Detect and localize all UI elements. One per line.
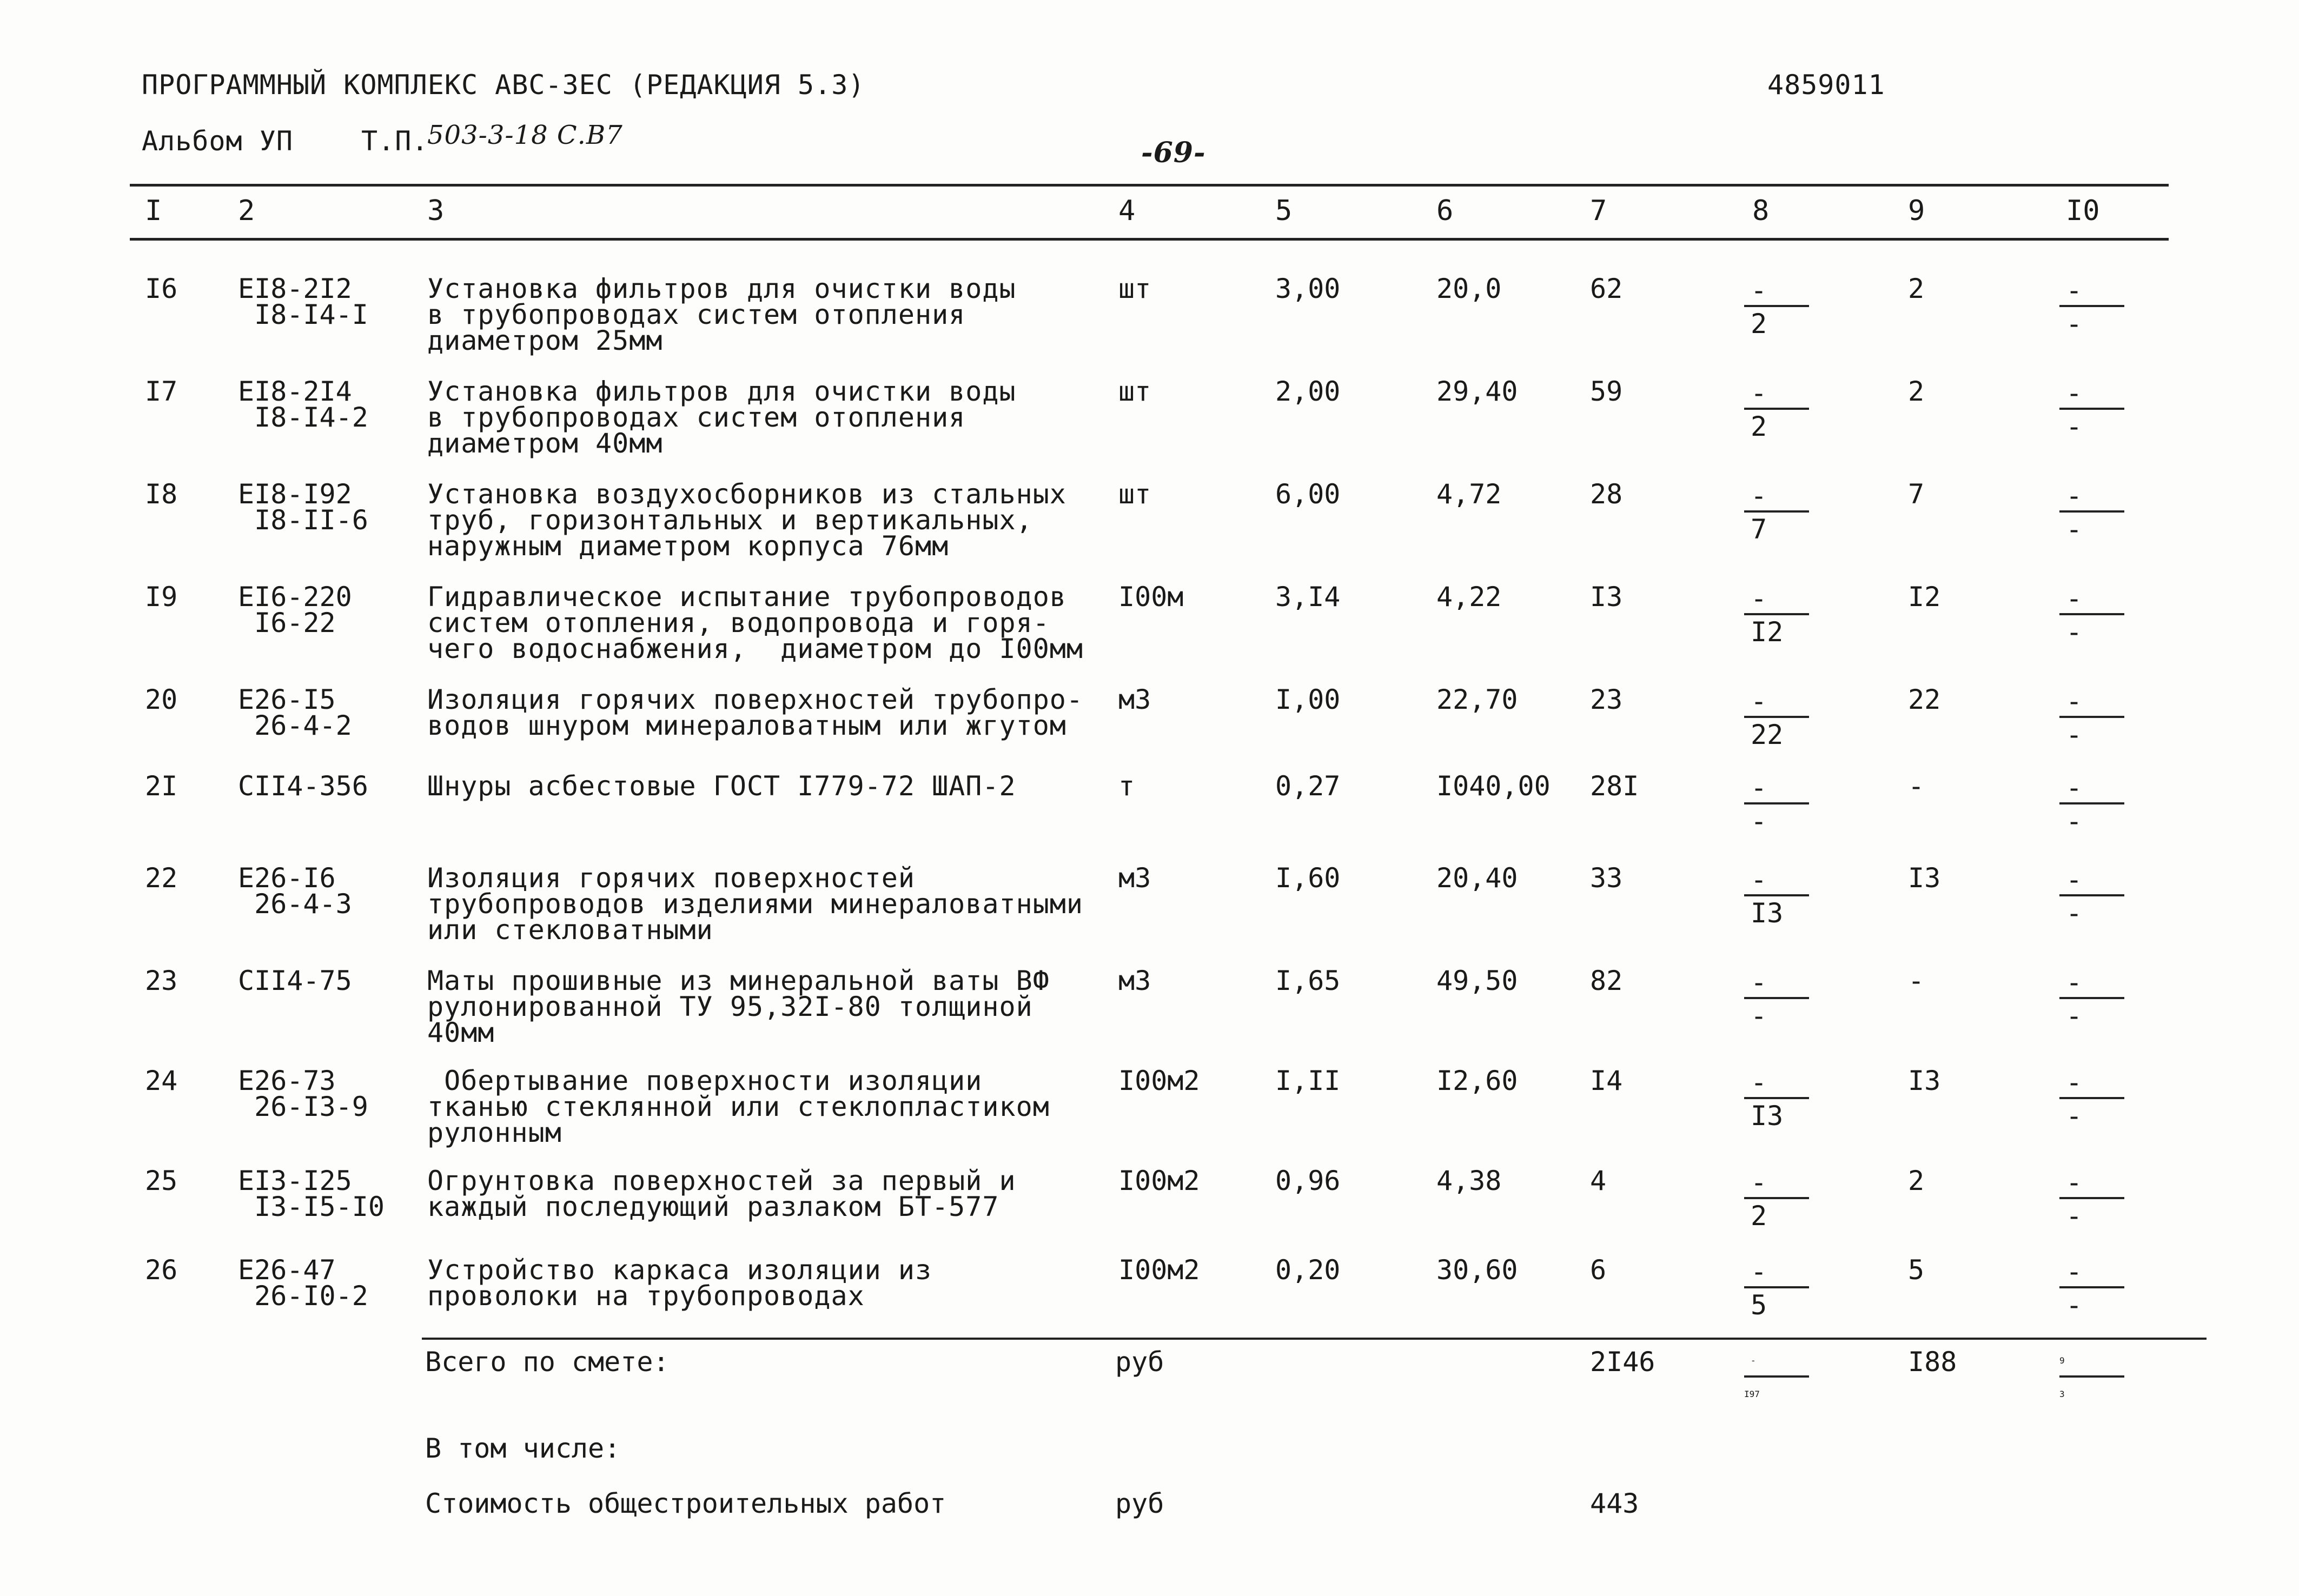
row-col8-fraction [1744, 378, 1820, 441]
row-unit-price: 4,72 [1436, 478, 1502, 510]
row-col8-fraction-top: - [1751, 1167, 1767, 1198]
row-col10-fraction [2059, 773, 2135, 836]
row-col8-fraction [1744, 1068, 1820, 1130]
row-col10-fraction-bottom: - [2066, 308, 2083, 340]
row-unit: м3 [1118, 684, 1151, 715]
row-code: EI6-220 I6-22 [238, 581, 352, 639]
col-header-6: 6 [1436, 195, 1454, 227]
totals-col10-fraction [2059, 1346, 2135, 1409]
row-col8-fraction-bottom: I3 [1751, 1100, 1784, 1132]
table-row [0, 1065, 2299, 1171]
row-col10-fraction-bottom: - [2066, 1100, 2083, 1132]
row-unit: I00м [1118, 581, 1184, 613]
row-number: I8 [145, 478, 178, 510]
row-col8-fraction-bottom: 2 [1751, 1200, 1767, 1232]
row-total: I3 [1590, 581, 1623, 613]
row-quantity: 6,00 [1275, 478, 1341, 510]
row-col10-fraction-top: - [2066, 967, 2083, 998]
row-col9: 22 [1908, 684, 1941, 715]
row-number: I6 [145, 273, 178, 304]
row-col10-fraction-top: - [2066, 275, 2083, 306]
row-col10-fraction [2059, 584, 2135, 647]
row-total: 6 [1590, 1254, 1607, 1286]
row-code: E26-I5 26-4-2 [238, 684, 352, 741]
row-unit-price: 20,0 [1436, 273, 1502, 304]
row-col8-fraction-bottom: 22 [1751, 719, 1784, 750]
row-col10-fraction [2059, 687, 2135, 749]
row-col8-fraction-top: - [1751, 1256, 1767, 1287]
row-col8-fraction-top: - [1751, 583, 1767, 614]
totals-col8-bottom: I97 [1744, 1389, 1760, 1399]
row-col8-fraction-top: - [1751, 275, 1767, 306]
row-total: 23 [1590, 684, 1623, 715]
row-col9: I3 [1908, 1065, 1941, 1096]
row-quantity: I,65 [1275, 965, 1341, 996]
table-row [0, 478, 2299, 584]
totals-col9: I88 [1908, 1346, 1957, 1378]
col-header-3: 3 [427, 195, 445, 227]
row-total: 33 [1590, 862, 1623, 894]
row-quantity: 3,00 [1275, 273, 1341, 304]
row-col8-fraction-bottom: I2 [1751, 616, 1784, 648]
row-total: 28I [1590, 770, 1639, 802]
row-col8-fraction-top: - [1751, 480, 1767, 511]
row-col8-fraction-top: - [1751, 377, 1767, 409]
row-unit: I00м2 [1118, 1165, 1200, 1196]
row-unit-price: 20,40 [1436, 862, 1518, 894]
row-description: Гидравлическое испытание трубопроводов систем отопления, водопровода и горя- чего водоснабжения, диаметром до I00мм [427, 581, 1083, 664]
tp-label: Т.П. [361, 125, 429, 157]
row-col10-fraction [2059, 968, 2135, 1030]
row-unit: I00м2 [1118, 1065, 1200, 1096]
general-works-unit: руб [1115, 1488, 1164, 1519]
row-col8-fraction [1744, 276, 1820, 338]
row-quantity: I,II [1275, 1065, 1341, 1096]
row-number: 24 [145, 1065, 178, 1096]
row-col8-fraction-bottom: - [1751, 1000, 1767, 1032]
row-number: 22 [145, 862, 178, 894]
row-unit: шт [1118, 273, 1151, 304]
row-unit-price: 4,22 [1436, 581, 1502, 613]
document-number: 4859011 [1767, 69, 1885, 101]
row-total: 4 [1590, 1165, 1607, 1196]
totals-col8-fraction [1744, 1346, 1820, 1409]
row-unit: I00м2 [1118, 1254, 1200, 1286]
row-total: 82 [1590, 965, 1623, 996]
row-col9: - [1908, 965, 1925, 996]
row-col10-fraction-top: - [2066, 480, 2083, 511]
row-col10-fraction-top: - [2066, 686, 2083, 717]
row-col10-fraction-top: - [2066, 1167, 2083, 1198]
row-col9: 2 [1908, 273, 1925, 304]
row-description: Огрунтовка поверхностей за первый и каждый последующий разлаком БТ-577 [427, 1165, 1016, 1222]
row-unit: шт [1118, 478, 1151, 510]
row-col8-fraction-bottom: 2 [1751, 411, 1767, 442]
table-row [0, 378, 2299, 481]
row-col10-fraction-bottom: - [2066, 719, 2083, 750]
row-quantity: 0,20 [1275, 1254, 1341, 1286]
row-col10-fraction-bottom: - [2066, 1289, 2083, 1321]
totals-col8-top: - [1751, 1355, 1756, 1366]
row-number: I7 [145, 376, 178, 407]
col-header-7: 7 [1590, 195, 1607, 227]
row-col10-fraction-bottom: - [2066, 616, 2083, 648]
row-number: 25 [145, 1165, 178, 1196]
row-description: Устройство каркаса изоляции из проволоки на трубопроводах [427, 1254, 932, 1312]
row-unit-price: I040,00 [1436, 770, 1551, 802]
row-col8-fraction-top: - [1751, 772, 1767, 803]
row-col8-fraction-top: - [1751, 1067, 1767, 1098]
row-col10-fraction [2059, 1168, 2135, 1231]
row-unit-price: 29,40 [1436, 376, 1518, 407]
row-col10-fraction-bottom: - [2066, 806, 2083, 837]
program-title: ПРОГРАММНЫЙ КОМПЛЕКС АВС-ЗЕС (РЕДАКЦИЯ 5.3) [142, 69, 865, 101]
totals-col10-bottom: 3 [2059, 1389, 2065, 1399]
row-col10-fraction-top: - [2066, 864, 2083, 895]
row-col10-fraction [2059, 865, 2135, 928]
row-col8-fraction-bottom: - [1751, 806, 1767, 837]
row-col9: I2 [1908, 581, 1941, 613]
including-label: В том числе: [425, 1433, 621, 1464]
table-row [0, 1254, 2299, 1360]
row-col10-fraction-top: - [2066, 1067, 2083, 1098]
row-col8-fraction-bottom: 5 [1751, 1289, 1767, 1321]
general-works-total: 443 [1590, 1488, 1639, 1519]
row-total: I4 [1590, 1065, 1623, 1096]
row-col9: 2 [1908, 376, 1925, 407]
page-number: -69- [1141, 136, 1206, 169]
row-col8-fraction-bottom: 7 [1751, 514, 1767, 545]
row-col8-fraction-bottom: 2 [1751, 308, 1767, 340]
row-unit-price: 4,38 [1436, 1165, 1502, 1196]
general-works-label: Стоимость общестроительных работ [425, 1488, 946, 1519]
row-col9: I3 [1908, 862, 1941, 894]
row-number: 23 [145, 965, 178, 996]
col-header-2: 2 [238, 195, 255, 227]
row-col10-fraction-bottom: - [2066, 1200, 2083, 1232]
row-code: EI8-2I2 I8-I4-I [238, 273, 368, 330]
col-header-10: I0 [2066, 195, 2100, 227]
totals-rule [422, 1338, 2207, 1340]
row-code: EI8-2I4 I8-I4-2 [238, 376, 368, 433]
row-col8-fraction-bottom: I3 [1751, 897, 1784, 929]
table-row [0, 862, 2299, 968]
row-col10-fraction-top: - [2066, 1256, 2083, 1287]
col-header-8: 8 [1752, 195, 1770, 227]
row-col10-fraction [2059, 1257, 2135, 1320]
row-unit: м3 [1118, 965, 1151, 996]
row-col8-fraction-top: - [1751, 686, 1767, 717]
row-col8-fraction [1744, 481, 1820, 544]
row-quantity: I,60 [1275, 862, 1341, 894]
row-col10-fraction [2059, 1068, 2135, 1130]
totals-unit: руб [1115, 1346, 1164, 1378]
row-col8-fraction [1744, 687, 1820, 749]
row-quantity: I,00 [1275, 684, 1341, 715]
row-col10-fraction [2059, 481, 2135, 544]
row-unit-price: 49,50 [1436, 965, 1518, 996]
row-description: Изоляция горячих поверхностей трубопроводов изделиями минераловатными или стекловатными [427, 862, 1083, 946]
row-col10-fraction-bottom: - [2066, 1000, 2083, 1032]
row-col10-fraction [2059, 276, 2135, 338]
row-unit-price: I2,60 [1436, 1065, 1518, 1096]
row-unit: м3 [1118, 862, 1151, 894]
table-header-rule [130, 238, 2169, 241]
row-col9: 2 [1908, 1165, 1925, 1196]
row-description: Установка фильтров для очистки воды в трубопроводах систем отопления диаметром 40мм [427, 376, 1016, 459]
row-number: 2I [145, 770, 178, 802]
row-col10-fraction-bottom: - [2066, 411, 2083, 442]
row-col9: - [1908, 770, 1925, 802]
row-col8-fraction-top: - [1751, 967, 1767, 998]
row-col8-fraction [1744, 584, 1820, 647]
row-unit: шт [1118, 376, 1151, 407]
col-header-5: 5 [1275, 195, 1293, 227]
table-row [0, 273, 2299, 378]
col-header-1: I [145, 195, 162, 227]
row-number: I9 [145, 581, 178, 613]
table-top-rule [130, 184, 2169, 187]
table-row [0, 770, 2299, 876]
row-description: Шнуры асбестовые ГОСТ I779-72 ШАП-2 [427, 770, 1016, 802]
row-col8-fraction [1744, 1257, 1820, 1320]
row-col10-fraction-top: - [2066, 583, 2083, 614]
row-quantity: 2,00 [1275, 376, 1341, 407]
row-code: EI8-I92 I8-II-6 [238, 478, 368, 536]
row-description: Установка воздухосборников из стальных труб, горизонтальных и вертикальных, наружным диаметром корпуса 76мм [427, 478, 1066, 562]
row-number: 26 [145, 1254, 178, 1286]
table-row [0, 965, 2299, 1070]
totals-sum: 2I46 [1590, 1346, 1655, 1378]
row-total: 62 [1590, 273, 1623, 304]
row-description: Маты прошивные из минеральной ваты ВФ рулонированной ТУ 95,32I-80 толщиной 40мм [427, 965, 1050, 1048]
row-total: 28 [1590, 478, 1623, 510]
row-description: Обертывание поверхности изоляции тканью стеклянной или стеклопластиком рулонным [427, 1065, 1050, 1148]
row-unit-price: 22,70 [1436, 684, 1518, 715]
row-col8-fraction-top: - [1751, 864, 1767, 895]
row-number: 20 [145, 684, 178, 715]
row-code: E26-47 26-I0-2 [238, 1254, 368, 1312]
col-header-4: 4 [1118, 195, 1136, 227]
col-header-9: 9 [1908, 195, 1925, 227]
tp-handwritten-code: 503-3-18 С.В7 [427, 120, 623, 150]
album-label: Альбом УП [142, 125, 293, 157]
row-col8-fraction [1744, 865, 1820, 928]
row-code: E26-I6 26-4-3 [238, 862, 352, 920]
totals-label: Всего по смете: [425, 1346, 670, 1378]
row-col10-fraction [2059, 378, 2135, 441]
row-unit-price: 30,60 [1436, 1254, 1518, 1286]
row-description: Установка фильтров для очистки воды в трубопроводах систем отопления диаметром 25мм [427, 273, 1016, 356]
row-total: 59 [1590, 376, 1623, 407]
row-description: Изоляция горячих поверхностей трубопро- водов шнуром минераловатным или жгутом [427, 684, 1083, 741]
row-code: E26-73 26-I3-9 [238, 1065, 368, 1122]
row-code: CII4-356 [238, 770, 368, 802]
table-row [0, 581, 2299, 687]
row-code: CII4-75 [238, 965, 352, 996]
row-col10-fraction-top: - [2066, 377, 2083, 409]
row-quantity: 0,96 [1275, 1165, 1341, 1196]
row-col8-fraction [1744, 968, 1820, 1030]
row-col8-fraction [1744, 1168, 1820, 1231]
row-code: EI3-I25 I3-I5-I0 [238, 1165, 385, 1222]
row-col10-fraction-bottom: - [2066, 514, 2083, 545]
row-quantity: 0,27 [1275, 770, 1341, 802]
row-col10-fraction-bottom: - [2066, 897, 2083, 929]
row-col9: 7 [1908, 478, 1925, 510]
row-col8-fraction [1744, 773, 1820, 836]
row-unit: т [1118, 770, 1135, 802]
row-col10-fraction-top: - [2066, 772, 2083, 803]
row-col9: 5 [1908, 1254, 1925, 1286]
row-quantity: 3,I4 [1275, 581, 1341, 613]
totals-col10-top: 9 [2059, 1355, 2065, 1366]
